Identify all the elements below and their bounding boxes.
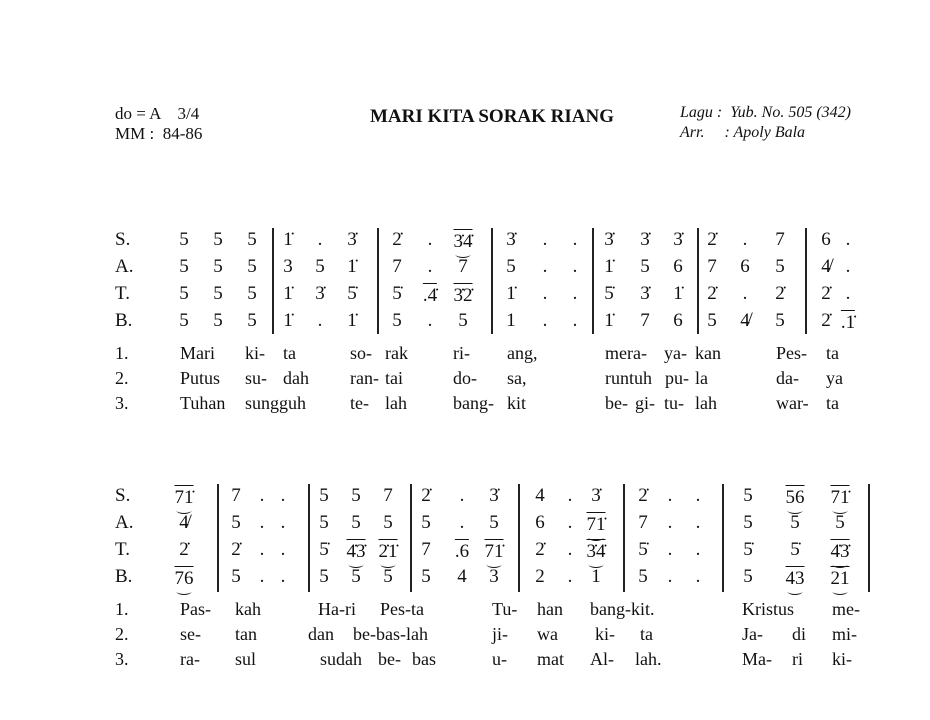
note: . [259,512,265,533]
lyric-syllable: sa, [507,368,527,388]
lyric-syllable: be-bas-lah [353,624,428,644]
lyric-syllable: la [695,368,708,388]
note: . [542,310,548,331]
note: 5 [213,310,223,331]
lyric-syllable: ta [826,393,839,413]
note: 6 [673,310,683,331]
note: 3̇4̇ [587,539,606,563]
note: 3̇ [506,229,516,250]
note: . [317,310,323,331]
note: . [542,283,548,304]
lyric-syllable: ta [826,343,839,363]
note: 56 [786,485,805,509]
song-title: MARI KITA SORAK RIANG [369,106,615,127]
note: 3̇ [315,283,325,304]
barline [272,228,274,334]
note: 71̇ [175,485,194,509]
note: . [567,566,573,587]
note: 3̇ [640,283,650,304]
note: . [567,485,573,506]
lyric-syllable: pu- [665,368,689,388]
lyric-syllable: Pes-ta [380,599,424,619]
song-source: Lagu : Yub. No. 505 (342) [680,104,851,121]
note: 5 [743,485,753,506]
lyric-syllable: u- [492,649,507,669]
note: 5 [383,566,393,587]
note: 5 [707,310,717,331]
barline [592,228,594,334]
lyric-syllable: war- [776,393,809,413]
lyric-syllable: ki- [245,343,265,363]
note: . [572,256,578,277]
note: . [459,485,465,506]
lyric-syllable: ki- [832,649,852,669]
note: 1̇ [283,283,293,304]
note: 1̇ [604,256,614,277]
note: . [259,539,265,560]
note: 2̇ [421,485,431,506]
note: 5 [421,512,431,533]
note: 5 [179,256,189,277]
note: . [542,256,548,277]
barline [623,484,625,592]
barline [518,484,520,592]
note: . [695,539,701,560]
note: 5̇ [319,539,329,560]
note: . [845,283,851,304]
note: . [695,566,701,587]
note: 5 [506,256,516,277]
note: 2̇ [231,539,241,560]
note: . [259,485,265,506]
note: 1 [506,310,516,331]
note: 5 [640,256,650,277]
note: 7 [383,485,393,506]
note: . [695,485,701,506]
note: 4 [535,485,545,506]
note: 1̇ [604,310,614,331]
note: 5 [319,566,329,587]
note: 5 [213,229,223,250]
note: 5 [213,283,223,304]
note: 71̇ [587,512,606,536]
lyric-syllable: ran- [350,368,379,388]
key-signature: do = A 3/4 [115,104,200,123]
lyric-syllable: di [792,624,807,644]
note: 3̇ [489,485,499,506]
note: . [742,229,748,250]
lyric-syllable: mi- [832,624,857,644]
note: 2̇ [707,229,717,250]
note: 6 [740,256,750,277]
note: 1̇ [283,310,293,331]
note: 6 [821,229,831,250]
note: . [280,485,286,506]
verse-number: 3. [115,649,129,669]
tempo-marking: MM : 84-86 [115,124,203,143]
note: 5 [247,283,257,304]
note: 5 [179,310,189,331]
note: 3̇ [640,229,650,250]
note: 2̇ [179,539,189,560]
note: 5 [315,256,325,277]
note: . [317,229,323,250]
lyric-syllable: sudah [320,649,362,669]
lyric-syllable: wa [537,624,558,644]
barline [805,228,807,334]
note: 4 [457,566,467,587]
verse-number: 1. [115,343,129,363]
barline [377,228,379,334]
lyric-syllable: te- [350,393,369,413]
note: . [572,310,578,331]
note: 7 [638,512,648,533]
lyric-syllable: ji- [492,624,508,644]
note: 2̇ [535,539,545,560]
note: 5 [392,310,402,331]
lyric-syllable: be- [605,393,628,413]
note: 5̇ [392,283,402,304]
note: .4̇ [422,285,438,306]
note: 5 [231,512,241,533]
note: 71̇ [831,485,850,509]
lyric-syllable: mat [537,649,564,669]
note: 7 [231,485,241,506]
lyric-syllable: bang-kit. [590,599,655,619]
verse-number: 2. [115,624,129,644]
note: 5 [351,485,361,506]
note: 5 [743,512,753,533]
note: 21 [831,566,850,590]
note: 5 [421,566,431,587]
lyric-syllable: han [537,599,563,619]
note: 5 [351,512,361,533]
note: . [280,539,286,560]
note: 3 [489,566,499,587]
note: 5̇ [743,539,753,560]
note: . [667,485,673,506]
lyric-syllable: ya [826,368,843,388]
barline [491,228,493,334]
lyric-syllable: ta [283,343,296,363]
note: . [695,512,701,533]
barline [697,228,699,334]
barline [868,484,870,592]
note: 5̇ [347,283,357,304]
lyric-syllable: kah [235,599,261,619]
note: 3 [283,256,293,277]
voice-label-s: S. [115,229,131,250]
note: 1 [591,566,601,587]
barline [410,484,412,592]
note: 1̇ [506,283,516,304]
note: 2̇ [775,283,785,304]
lyric-syllable: dah [283,368,309,388]
lyric-syllable: mera- [605,343,647,363]
note: . [459,512,465,533]
note: 5 [790,512,800,533]
barline [217,484,219,592]
voice-label-b: B. [115,310,133,331]
voice-label-s: S. [115,485,131,506]
lyric-syllable: Pas- [180,599,211,619]
lyric-syllable: sul [235,649,257,669]
note: 5 [351,566,361,587]
note: 2̇ [821,283,831,304]
lyric-syllable: da- [776,368,799,388]
arranger: Arr. : Apoly Bala [680,124,806,141]
lyric-syllable: me- [832,599,860,619]
voice-label-a: A. [115,512,134,533]
note: . [427,310,433,331]
verse-number: 1. [115,599,129,619]
voice-label-b: B. [115,566,133,587]
lyric-syllable: bas [412,649,436,669]
note: 3̇ [591,485,601,506]
note: 5 [231,566,241,587]
note: 6 [673,256,683,277]
lyric-syllable: Mari [180,343,215,363]
note: 5 [489,512,499,533]
note: 1̇ [283,229,293,250]
note: 5̇ [790,539,800,560]
note: 5 [319,485,329,506]
lyric-syllable: kit [507,393,527,413]
lyric-syllable: su- [245,368,267,388]
lyric-syllable: be- [378,649,401,669]
note: 4̸ [740,310,750,331]
lyric-syllable: Putus [180,368,221,388]
note: 7 [640,310,650,331]
note: 5 [319,512,329,533]
lyric-syllable: tu- [664,393,684,413]
lyric-syllable: Al- [590,649,614,669]
note: 5 [835,512,845,533]
note: 4̇3̇ [347,539,366,563]
lyric-syllable: tai [385,368,403,388]
note: 3̇ [347,229,357,250]
note: .6 [454,541,470,562]
lyric-syllable: kan [695,343,721,363]
lyric-syllable: lah [695,393,717,413]
lyric-syllable: ya- [664,343,687,363]
note: . [280,512,286,533]
note: 2̇ [821,310,831,331]
note: 5 [383,512,393,533]
note: . [667,512,673,533]
note: 5 [247,229,257,250]
note: 3̇ [604,229,614,250]
note: 3̇2̇ [453,285,473,306]
voice-label-t: T. [115,283,130,304]
note: 7 [775,229,785,250]
note: . [567,539,573,560]
note: 4̸ [821,256,831,277]
lyric-syllable: runtuh [605,368,652,388]
note: 5 [179,229,189,250]
note: 2̇1̇ [379,539,398,563]
lyric-syllable: Ha-ri [318,599,356,619]
note: 2̇ [638,485,648,506]
note: 4̇3̇ [831,539,850,563]
barline [308,484,310,592]
lyric-syllable: Pes- [776,343,807,363]
lyric-syllable: ri- [453,343,470,363]
note: 7 [421,539,431,560]
note: 5 [775,256,785,277]
note: 76 [175,566,194,590]
note: . [572,229,578,250]
note: . [667,566,673,587]
lyric-syllable: lah. [635,649,662,669]
note: 5̇ [604,283,614,304]
voice-label-t: T. [115,539,130,560]
note: 5 [638,566,648,587]
note: . [427,256,433,277]
note: . [567,512,573,533]
note: . [259,566,265,587]
lyric-syllable: ri [792,649,803,669]
lyric-syllable: so- [350,343,372,363]
lyric-syllable: Tu- [492,599,518,619]
note: . [845,229,851,250]
note: . [845,256,851,277]
lyric-syllable: rak [385,343,408,363]
note: 5 [775,310,785,331]
note: . [542,229,548,250]
note: 2 [535,566,545,587]
note: 6 [535,512,545,533]
barline [722,484,724,592]
note: 2̇ [707,283,717,304]
lyric-syllable: ra- [180,649,200,669]
note: 5 [743,566,753,587]
note: 5 [247,310,257,331]
note: 5̇ [638,539,648,560]
note: . [427,229,433,250]
note: 5 [213,256,223,277]
lyric-syllable: Tuhan [180,393,226,413]
note: 7 [392,256,402,277]
note: 2̇ [392,229,402,250]
lyric-syllable: ta [640,624,653,644]
note: . [280,566,286,587]
lyric-syllable: Kristus [742,599,795,619]
lyric-syllable: se- [180,624,201,644]
note: 5 [179,283,189,304]
lyric-syllable: Ma- [742,649,772,669]
note: 5 [458,310,468,331]
note: 5 [247,256,257,277]
note: 1̇ [347,256,357,277]
note: 71̇ [485,539,504,563]
verse-number: 2. [115,368,129,388]
lyric-syllable: bang- [453,393,494,413]
note: 4̸ [179,512,189,533]
note: 7 [707,256,717,277]
lyric-syllable: sungguh [245,393,307,413]
note: .1̇ [840,312,856,333]
lyric-syllable: Ja- [742,624,763,644]
lyric-syllable: dan [308,624,334,644]
note: 1̇ [673,283,683,304]
verse-number: 3. [115,393,129,413]
lyric-syllable: tan [235,624,257,644]
note: 3̇ [673,229,683,250]
note: 3̇4̇ [454,229,473,253]
lyric-syllable: ang, [507,343,538,363]
voice-label-a: A. [115,256,134,277]
lyric-syllable: do- [453,368,477,388]
lyric-syllable: ki- [595,624,615,644]
note: . [742,283,748,304]
note: 43 [786,566,805,590]
note: 7 [458,256,468,277]
note: . [572,283,578,304]
lyric-syllable: gi- [635,393,655,413]
lyric-syllable: lah [385,393,407,413]
note: . [667,539,673,560]
note: 1̇ [347,310,357,331]
